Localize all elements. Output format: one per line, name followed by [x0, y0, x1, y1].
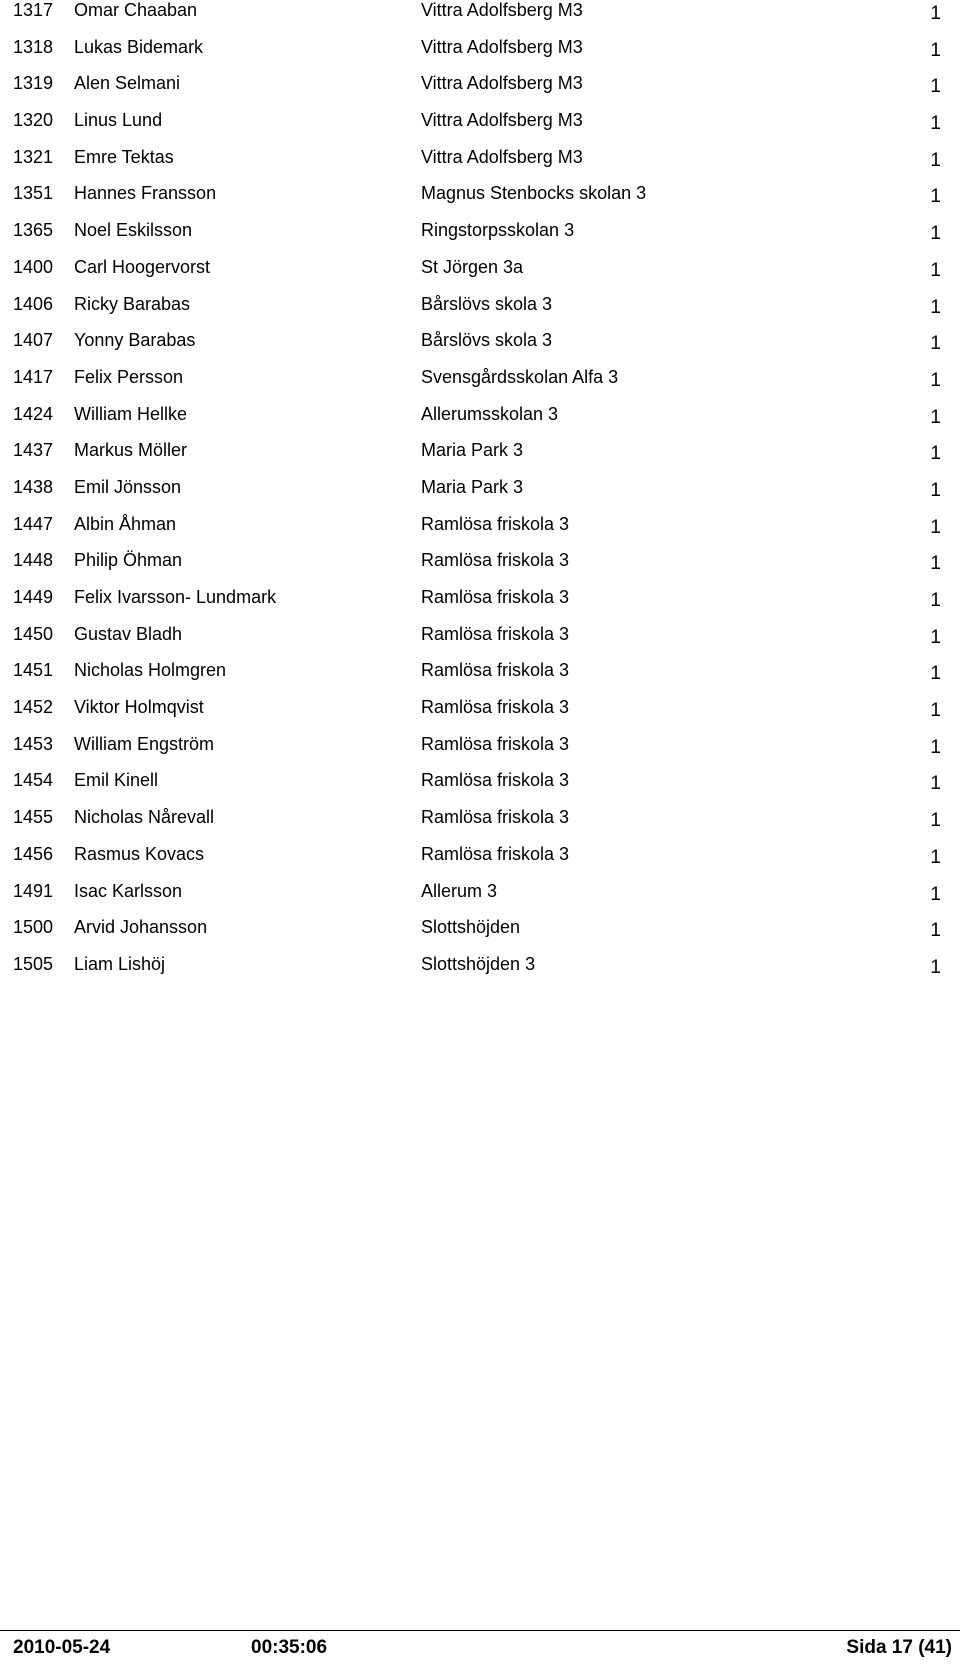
participant-number: 1321 [13, 146, 54, 167]
participant-count: 1 [930, 39, 941, 61]
participant-count: 1 [930, 590, 941, 611]
participant-count: 1 [930, 3, 941, 24]
school-class: Ramlösa friskola 3 [421, 623, 570, 644]
list-item [0, 514, 960, 551]
school-class: Allerumsskolan 3 [421, 403, 559, 424]
participant-name: Lukas Bidemark [74, 36, 204, 57]
participant-number: 1453 [13, 733, 54, 754]
list-item [0, 367, 960, 404]
participant-name: Nicholas Nårevall [74, 807, 215, 828]
list-item [0, 844, 960, 881]
list-item [0, 624, 960, 661]
participant-number: 1447 [13, 513, 54, 534]
participant-count: 1 [930, 773, 941, 795]
participant-count: 1 [930, 186, 941, 208]
participant-number: 1449 [13, 587, 54, 607]
participant-count: 1 [930, 736, 941, 758]
participant-number: 1456 [13, 843, 54, 864]
list-item [0, 330, 960, 367]
school-class: Ramlösa friskola 3 [421, 770, 570, 791]
participant-number: 1454 [13, 770, 54, 791]
participant-number: 1406 [13, 293, 54, 314]
participant-number: 1448 [13, 550, 54, 571]
participant-name: Gustav Bladh [74, 623, 183, 644]
school-class: Ramlösa friskola 3 [421, 733, 570, 754]
participant-number: 1351 [13, 183, 54, 204]
participant-count: 1 [930, 296, 941, 318]
participant-count: 1 [930, 223, 941, 245]
participant-name: Alen Selmani [74, 73, 181, 94]
list-item [0, 0, 960, 37]
list-item [0, 37, 960, 74]
list-item [0, 220, 960, 257]
list-item [0, 147, 960, 184]
participant-count: 1 [930, 443, 941, 465]
participant-count: 1 [930, 956, 941, 978]
list-item [0, 110, 960, 147]
school-class: Ramlösa friskola 3 [421, 513, 570, 534]
participant-name: Felix Persson [74, 366, 184, 387]
participant-count: 1 [930, 479, 941, 501]
list-item [0, 404, 960, 441]
participant-count: 1 [930, 516, 941, 538]
participant-number: 1452 [13, 697, 54, 718]
list-item [0, 440, 960, 477]
participant-name: Yonny Barabas [74, 330, 196, 351]
participant-count: 1 [930, 553, 941, 575]
participant-count: 1 [930, 920, 941, 942]
participant-count: 1 [930, 700, 941, 722]
school-class: Bårslövs skola 3 [421, 330, 553, 351]
list-item [0, 587, 960, 624]
school-class: Ramlösa friskola 3 [421, 550, 570, 571]
school-class: Vittra Adolfsberg M3 [421, 110, 583, 131]
list-item [0, 183, 960, 220]
school-class: St Jörgen 3a [421, 256, 524, 277]
participant-name: Hannes Fransson [74, 183, 217, 204]
school-class: Ringstorpsskolan 3 [421, 220, 575, 241]
print-time: 00:35:06 [251, 1637, 328, 1658]
participant-number: 1424 [13, 403, 54, 424]
participant-count: 1 [930, 883, 941, 905]
list-item [0, 917, 960, 954]
participant-number: 1505 [13, 953, 54, 974]
school-class: Ramlösa friskola 3 [421, 660, 570, 681]
participant-count: 1 [930, 810, 941, 832]
participant-number: 1317 [13, 0, 54, 20]
participant-name: Emil Jönsson [74, 476, 182, 497]
list-item [0, 257, 960, 294]
participant-number: 1320 [13, 110, 54, 131]
list-item [0, 734, 960, 771]
page-number: Sida 17 (41) [846, 1637, 952, 1658]
school-class: Vittra Adolfsberg M3 [421, 146, 583, 167]
participant-number: 1437 [13, 440, 54, 461]
school-class: Ramlösa friskola 3 [421, 587, 570, 607]
participant-count: 1 [930, 149, 941, 171]
participant-count: 1 [930, 333, 941, 355]
participant-count: 1 [930, 626, 941, 648]
participant-count: 1 [930, 369, 941, 391]
participant-number: 1455 [13, 807, 54, 828]
footer-divider [0, 1630, 960, 1631]
participant-count: 1 [930, 406, 941, 428]
participant-count: 1 [930, 113, 941, 135]
list-item [0, 807, 960, 844]
participant-name: William Engström [74, 733, 215, 754]
participant-name: Isac Karlsson [74, 880, 183, 901]
participant-number: 1438 [13, 476, 54, 497]
participant-name: Emre Tektas [74, 146, 174, 167]
list-item [0, 550, 960, 587]
participant-name: Nicholas Holmgren [74, 660, 227, 681]
participant-number: 1500 [13, 917, 54, 938]
list-item [0, 770, 960, 807]
school-class: Ramlösa friskola 3 [421, 843, 570, 864]
participant-number: 1491 [13, 880, 54, 901]
participant-name: Viktor Holmqvist [74, 697, 204, 718]
list-item [0, 697, 960, 734]
participant-name: Ricky Barabas [74, 293, 191, 314]
participant-name: Linus Lund [74, 110, 163, 131]
participant-number: 1417 [13, 366, 54, 387]
participant-name: Omar Chaaban [74, 0, 198, 20]
participant-name: Felix Ivarsson- Lundmark [74, 587, 277, 607]
school-class: Bårslövs skola 3 [421, 293, 553, 314]
participant-number: 1451 [13, 660, 54, 681]
participant-number: 1407 [13, 330, 54, 351]
participant-name: Albin Åhman [74, 513, 177, 534]
school-class: Slottshöjden 3 [421, 953, 536, 974]
school-class: Maria Park 3 [421, 440, 524, 461]
list-item [0, 881, 960, 918]
participant-count: 1 [930, 76, 941, 98]
participant-name: Carl Hoogervorst [74, 256, 211, 277]
school-class: Magnus Stenbocks skolan 3 [421, 183, 647, 204]
participant-number: 1319 [13, 73, 54, 94]
school-class: Vittra Adolfsberg M3 [421, 36, 583, 57]
participant-count: 1 [930, 846, 941, 868]
participant-number: 1400 [13, 256, 54, 277]
print-date: 2010-05-24 [13, 1637, 111, 1658]
school-class: Slottshöjden [421, 917, 521, 938]
participant-name: Rasmus Kovacs [74, 843, 205, 864]
participant-name: Philip Öhman [74, 550, 183, 571]
school-class: Ramlösa friskola 3 [421, 807, 570, 828]
participant-count: 1 [930, 663, 941, 685]
list-item [0, 954, 960, 991]
participant-name: Emil Kinell [74, 770, 159, 791]
participant-name: Noel Eskilsson [74, 220, 193, 241]
participant-name: William Hellke [74, 403, 188, 424]
school-class: Vittra Adolfsberg M3 [421, 0, 583, 20]
participant-name: Arvid Johansson [74, 917, 208, 938]
participant-number: 1318 [13, 36, 54, 57]
participant-name: Liam Lishöj [74, 953, 166, 974]
school-class: Allerum 3 [421, 880, 498, 901]
list-item [0, 294, 960, 331]
list-item [0, 477, 960, 514]
participant-number: 1450 [13, 623, 54, 644]
list-item [0, 73, 960, 110]
school-class: Maria Park 3 [421, 476, 524, 497]
list-item [0, 660, 960, 697]
participant-number: 1365 [13, 220, 54, 241]
participant-name: Markus Möller [74, 440, 188, 461]
school-class: Vittra Adolfsberg M3 [421, 73, 583, 94]
school-class: Svensgårdsskolan Alfa 3 [421, 366, 619, 387]
school-class: Ramlösa friskola 3 [421, 697, 570, 718]
participant-count: 1 [930, 259, 941, 281]
